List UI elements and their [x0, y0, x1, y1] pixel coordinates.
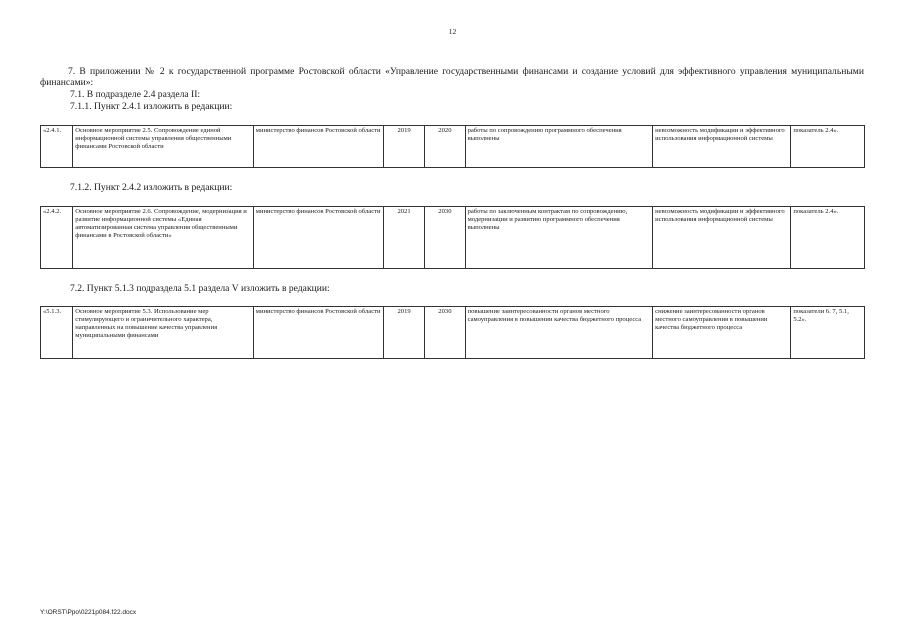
year-end-cell: 2020 [425, 126, 465, 168]
result-cell: повышение заинтересованности органов местного самоуправления в повышении качества бюджетного процесса [465, 307, 653, 359]
consequence-cell: снижение заинтересованности органов местного самоуправления в повышении качества бюджетного процесса [653, 307, 791, 359]
footer-file-path: Y:\ORST\Ppo\0221p084.f22.docx [40, 609, 137, 616]
activity-cell: Основное мероприятие 2.6. Сопровождение, модернизация и развитие информационной системы «Единая автоматизированная система управления общественными финансами в Ростовской области» [73, 207, 254, 269]
result-cell: работы по сопровождению программного обеспечения выполнены [465, 126, 653, 168]
executor-cell: министерство финансов Ростовской области [253, 126, 383, 168]
result-cell: работы по заключенным контрактам по сопровождению, модернизации и развитию программного обеспечения выполнены [465, 207, 653, 269]
activity-cell: Основное мероприятие 2.5. Сопровождение единой информационной системы управления общественными финансами Ростовской области [73, 126, 254, 168]
executor-cell: министерство финансов Ростовской области [253, 307, 383, 359]
year-start-cell: 2019 [383, 126, 424, 168]
executor-cell: министерство финансов Ростовской области [253, 207, 383, 269]
indicator-cell: показатель 2.4». [791, 126, 865, 168]
table-row-2-4-2 [40, 206, 865, 269]
subsection-7-2: 7.2. Пункт 5.1.3 подраздела 5.1 раздела V изложить в редакции: [70, 283, 330, 294]
subsection-7-1-1: 7.1.1. Пункт 2.4.1 изложить в редакции: [70, 101, 233, 112]
indicator-cell: показатель 2.4». [791, 207, 865, 269]
row-number: «2.4.1. [41, 126, 73, 168]
subsection-7-1-2: 7.1.2. Пункт 2.4.2 изложить в редакции: [70, 182, 233, 193]
consequence-cell: невозможность модификации и эффективного использования информационной системы [653, 207, 791, 269]
activity-cell: Основное мероприятие 5.3. Использование мер стимулирующего и ограничительного характера, направленных на повышение качества управления муниципальными финансами [73, 307, 254, 359]
indicator-cell: показатели 6. 7, 5.1, 5.2». [791, 307, 865, 359]
year-start-cell: 2021 [383, 207, 424, 269]
table-row-5-1-3 [40, 306, 865, 359]
subsection-7-1: 7.1. В подразделе 2.4 раздела II: [70, 89, 201, 100]
row-number: «2.4.2. [41, 207, 73, 269]
year-end-cell: 2030 [425, 307, 465, 359]
intro-paragraph: 7. В приложении № 2 к государственной программе Ростовской области «Управление государственными финансами и создание условий для эффективного управления муниципальными финансами»: [40, 66, 864, 88]
consequence-cell: невозможность модификации и эффективного использования информационной системы [653, 126, 791, 168]
page-number: 12 [448, 27, 457, 36]
table-row-2-4-1 [40, 125, 865, 168]
row-number: «5.1.3. [41, 307, 73, 359]
year-start-cell: 2019 [383, 307, 424, 359]
year-end-cell: 2030 [425, 207, 465, 269]
